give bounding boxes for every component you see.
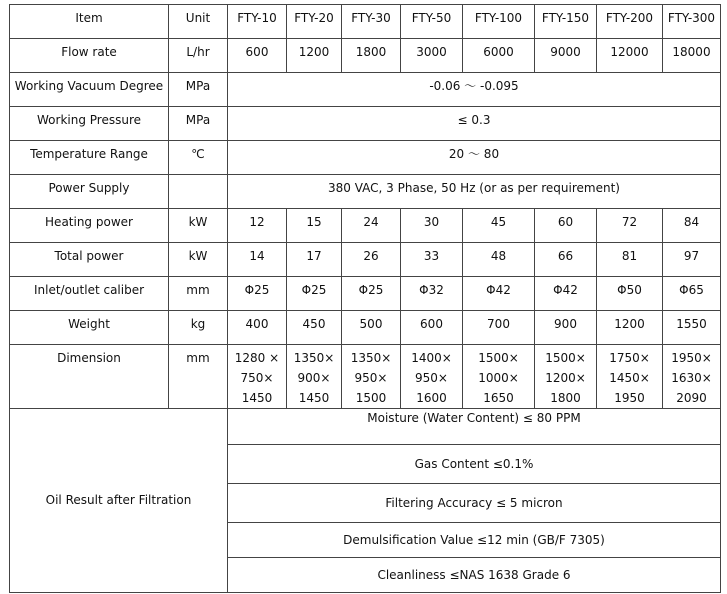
spec-table <box>9 4 721 593</box>
value-cell: Φ50 <box>597 277 663 311</box>
oil-result-item: Gas Content ≤0.1% <box>228 445 721 484</box>
row-unit: mm <box>169 277 228 311</box>
dimension-line: 1350× <box>350 351 392 365</box>
oil-result-item: Moisture (Water Content) ≤ 80 PPM <box>228 409 721 445</box>
row-label: Flow rate <box>10 39 169 73</box>
row-unit: MPa <box>169 73 228 107</box>
value-cell: 84 <box>663 209 721 243</box>
value-cell: Φ25 <box>342 277 401 311</box>
dimension-line: 1450 <box>298 391 330 405</box>
dimension-line: 950× <box>354 371 388 385</box>
row-unit: kW <box>169 209 228 243</box>
row-label: Working Pressure <box>10 107 169 141</box>
row-unit: kg <box>169 311 228 345</box>
value-cell: 33 <box>401 243 463 277</box>
span-value: 20 ～ 80 <box>228 141 721 175</box>
value-cell: 1550 <box>663 311 721 345</box>
dimension-line: 1500 <box>355 391 387 405</box>
value-cell: 12 <box>228 209 287 243</box>
header-unit: Unit <box>169 5 228 39</box>
dimension-cell <box>401 345 463 409</box>
row-heating-power <box>10 209 721 243</box>
dimension-line: 1800 <box>550 391 581 405</box>
row-unit: L/hr <box>169 39 228 73</box>
value-cell: 700 <box>463 311 535 345</box>
dimension-line: 1450× <box>609 371 650 385</box>
dimension-line: 1280 × <box>234 351 280 365</box>
dimension-line: 1350× <box>293 351 335 365</box>
row-unit <box>169 175 228 209</box>
row-vacuum <box>10 73 721 107</box>
value-cell: 9000 <box>535 39 597 73</box>
dimension-line: 1750× <box>609 351 650 365</box>
header-model: FTY-20 <box>287 5 342 39</box>
row-unit: kW <box>169 243 228 277</box>
value-cell: 900 <box>535 311 597 345</box>
header-model: FTY-150 <box>535 5 597 39</box>
value-cell: 30 <box>401 209 463 243</box>
dimension-cell <box>663 345 721 409</box>
value-cell: 6000 <box>463 39 535 73</box>
dimension-cell <box>228 345 287 409</box>
dimension-cell <box>535 345 597 409</box>
row-label: Heating power <box>10 209 169 243</box>
dimension-line: 1950 <box>614 391 645 405</box>
row-label: Dimension <box>10 345 169 409</box>
value-cell: Φ32 <box>401 277 463 311</box>
value-cell: Φ25 <box>287 277 342 311</box>
dimension-line: 750× <box>240 371 274 385</box>
dimension-line: 1950× <box>671 351 712 365</box>
value-cell: 18000 <box>663 39 721 73</box>
row-unit: MPa <box>169 107 228 141</box>
value-cell: Φ42 <box>535 277 597 311</box>
dimension-line: 950× <box>415 371 448 385</box>
value-cell: 1800 <box>342 39 401 73</box>
dimension-cell <box>597 345 663 409</box>
header-row <box>10 5 721 39</box>
value-cell: 97 <box>663 243 721 277</box>
dimension-line: 1450 <box>241 391 273 405</box>
row-label: Total power <box>10 243 169 277</box>
value-cell: 500 <box>342 311 401 345</box>
dimension-line: 2090 <box>676 391 707 405</box>
value-cell: 450 <box>287 311 342 345</box>
value-cell: 24 <box>342 209 401 243</box>
header-model: FTY-300 <box>663 5 721 39</box>
value-cell: 45 <box>463 209 535 243</box>
value-cell: 15 <box>287 209 342 243</box>
span-value: ≤ 0.3 <box>228 107 721 141</box>
row-total-power <box>10 243 721 277</box>
span-value: 380 VAC, 3 Phase, 50 Hz (or as per requirement) <box>228 175 721 209</box>
dimension-line: 1630× <box>671 371 712 385</box>
value-cell: 12000 <box>597 39 663 73</box>
value-cell: 66 <box>535 243 597 277</box>
dimension-line: 1500× <box>545 351 586 365</box>
dimension-line: 1500× <box>478 351 519 365</box>
header-model: FTY-100 <box>463 5 535 39</box>
value-cell: 400 <box>228 311 287 345</box>
value-cell: Φ65 <box>663 277 721 311</box>
header-model: FTY-200 <box>597 5 663 39</box>
header-model: FTY-50 <box>401 5 463 39</box>
oil-result-label: Oil Result after Filtration <box>10 409 228 593</box>
oil-result-item: Filtering Accuracy ≤ 5 micron <box>228 484 721 523</box>
value-cell: 1200 <box>287 39 342 73</box>
row-oil-result <box>10 409 721 445</box>
dimension-line: 1650 <box>483 391 514 405</box>
row-label: Working Vacuum Degree <box>10 73 169 107</box>
header-item: Item <box>10 5 169 39</box>
dimension-line: 1000× <box>478 371 519 385</box>
value-cell: 1200 <box>597 311 663 345</box>
value-cell: 600 <box>401 311 463 345</box>
value-cell: Φ25 <box>228 277 287 311</box>
value-cell: 17 <box>287 243 342 277</box>
row-label: Power Supply <box>10 175 169 209</box>
row-label: Weight <box>10 311 169 345</box>
row-pressure <box>10 107 721 141</box>
row-label: Inlet/outlet caliber <box>10 277 169 311</box>
row-flow-rate <box>10 39 721 73</box>
row-power-supply <box>10 175 721 209</box>
header-model: FTY-10 <box>228 5 287 39</box>
value-cell: 72 <box>597 209 663 243</box>
row-unit: mm <box>169 345 228 409</box>
dimension-line: 1200× <box>545 371 586 385</box>
header-model: FTY-30 <box>342 5 401 39</box>
value-cell: 81 <box>597 243 663 277</box>
value-cell: 600 <box>228 39 287 73</box>
dimension-line: 900× <box>297 371 331 385</box>
value-cell: 3000 <box>401 39 463 73</box>
span-value: -0.06 ～ -0.095 <box>228 73 721 107</box>
dimension-line: 1600 <box>416 391 447 405</box>
oil-result-item: Demulsification Value ≤12 min (GB/F 7305) <box>228 523 721 558</box>
row-temperature <box>10 141 721 175</box>
value-cell: Φ42 <box>463 277 535 311</box>
dimension-cell <box>342 345 401 409</box>
value-cell: 14 <box>228 243 287 277</box>
row-weight <box>10 311 721 345</box>
dimension-cell <box>463 345 535 409</box>
dimension-cell <box>287 345 342 409</box>
row-caliber <box>10 277 721 311</box>
row-label: Temperature Range <box>10 141 169 175</box>
oil-result-item: Cleanliness ≤NAS 1638 Grade 6 <box>228 558 721 593</box>
dimension-line: 1400× <box>411 351 452 365</box>
value-cell: 26 <box>342 243 401 277</box>
value-cell: 48 <box>463 243 535 277</box>
row-dimension <box>10 345 721 409</box>
value-cell: 60 <box>535 209 597 243</box>
row-unit: ℃ <box>169 141 228 175</box>
